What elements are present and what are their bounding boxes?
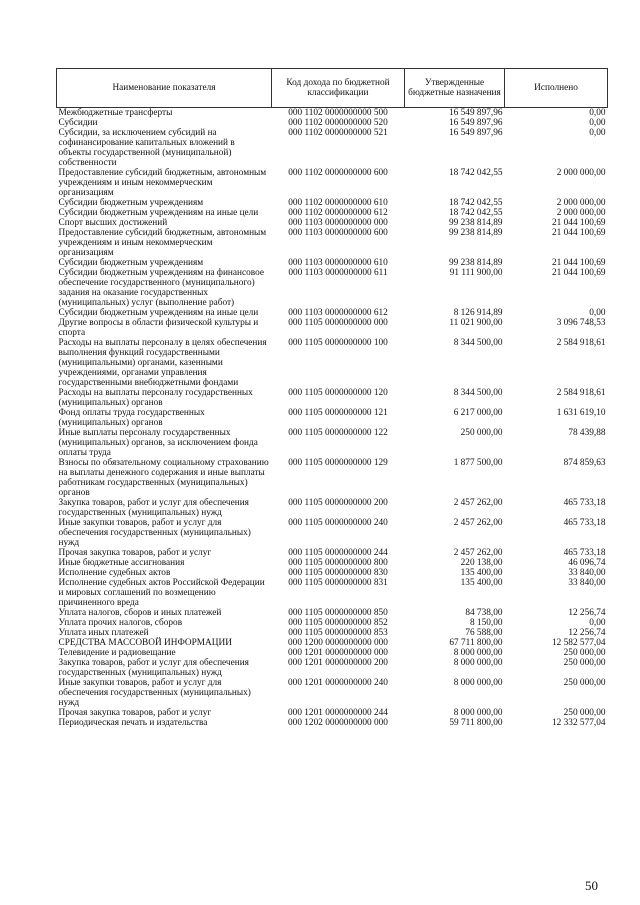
cell-indicator-name: Межбюджетные трансферты: [58, 108, 173, 118]
cell-income-code: 000 1102 0000000000 520: [288, 118, 388, 128]
cell-approved: 2 457 262,00: [453, 498, 503, 508]
cell-income-code: 000 1103 0000000000 000: [288, 218, 388, 228]
cell-income-code: 000 1105 0000000000 000: [288, 318, 388, 328]
cell-approved: 8 000 000,00: [453, 678, 503, 688]
cell-executed: 465 733,18: [563, 498, 606, 508]
cell-executed: 2 000 000,00: [556, 168, 606, 178]
cell-executed: 874 859,63: [563, 458, 606, 468]
cell-indicator-name: Субсидии бюджетным учреждениям: [58, 198, 204, 208]
cell-income-code: 000 1102 0000000000 600: [288, 168, 388, 178]
cell-indicator-name: Предоставление субсидий бюджетным, автономным учреждениям и иным некоммерческим организациям: [58, 168, 267, 198]
cell-income-code: 000 1105 0000000000 100: [288, 338, 388, 348]
table-row: [57, 388, 608, 408]
cell-executed: 465 733,18: [563, 548, 606, 558]
cell-executed: 12 582 577,04: [552, 638, 606, 648]
cell-approved: 8 344 500,00: [453, 338, 503, 348]
cell-executed: 0,00: [589, 618, 606, 628]
cell-executed: 12 256,74: [568, 628, 606, 638]
cell-income-code: 000 1105 0000000000 122: [288, 428, 388, 438]
cell-income-code: 000 1105 0000000000 129: [288, 458, 388, 468]
cell-indicator-name: Предоставление субсидий бюджетным, автономным учреждениям и иным некоммерческим организациям: [58, 228, 267, 258]
cell-indicator-name: Исполнение судебных актов Российской Федерации и мировых соглашений по возмещению причиненного вреда: [58, 578, 265, 608]
table-row: [57, 408, 608, 428]
table-row: [57, 628, 608, 638]
cell-indicator-name: Закупка товаров, работ и услуг для обеспечения государственных (муниципальных) нужд: [58, 498, 249, 518]
cell-indicator-name: Иные бюджетные ассигнования: [58, 558, 185, 568]
cell-indicator-name: Прочая закупка товаров, работ и услуг: [58, 548, 212, 558]
cell-executed: 78 439,88: [568, 428, 606, 438]
cell-executed: 33 840,00: [568, 568, 606, 578]
cell-approved: 91 111 900,00: [449, 268, 503, 278]
table-row: [57, 648, 608, 658]
cell-indicator-name: Субсидии: [58, 118, 98, 128]
cell-executed: 21 044 100,69: [552, 258, 606, 268]
cell-approved: 76 588,00: [465, 628, 503, 638]
cell-income-code: 000 1201 0000000000 244: [288, 708, 388, 718]
header-indicator-name: Наименование показателя: [57, 69, 272, 108]
table-row: [57, 458, 608, 498]
cell-income-code: 000 1102 0000000000 612: [288, 208, 388, 218]
cell-income-code: 000 1105 0000000000 120: [288, 388, 388, 398]
cell-indicator-name: Исполнение судебных актов: [58, 568, 171, 578]
cell-approved: 99 238 814,89: [449, 258, 503, 268]
cell-indicator-name: Расходы на выплаты персоналу в целях обеспечения выполнения функций государственными (муниципальными) органами, казенными учреждениями, органами управления государственными внебюджетными фондами: [58, 338, 267, 388]
cell-indicator-name: Субсидии бюджетным учреждениям: [58, 258, 204, 268]
cell-executed: 0,00: [589, 108, 606, 118]
table-row: [57, 638, 608, 648]
cell-indicator-name: Закупка товаров, работ и услуг для обеспечения государственных (муниципальных) нужд: [58, 658, 249, 678]
cell-executed: 33 840,00: [568, 578, 606, 588]
cell-income-code: 000 1105 0000000000 853: [288, 628, 388, 638]
cell-executed: 21 044 100,69: [552, 228, 606, 238]
cell-indicator-name: Другие вопросы в области физической культуры и спорта: [58, 318, 259, 338]
header-executed: Исполнено: [505, 69, 608, 108]
cell-executed: 465 733,18: [563, 518, 606, 528]
cell-executed: 2 584 918,61: [556, 338, 606, 348]
cell-approved: 6 217 000,00: [453, 408, 503, 418]
table-row: [57, 658, 608, 678]
cell-income-code: 000 1105 0000000000 240: [288, 518, 388, 528]
cell-approved: 135 400,00: [460, 568, 503, 578]
table-row: [57, 228, 608, 258]
cell-executed: 21 044 100,69: [552, 218, 606, 228]
table-row: [57, 168, 608, 198]
table-row: [57, 338, 608, 388]
table-row: [57, 118, 608, 128]
cell-approved: 59 711 800,00: [449, 718, 503, 728]
cell-approved: 84 738,00: [465, 608, 503, 618]
budget-execution-table: [56, 68, 608, 728]
cell-approved: 1 877 500,00: [453, 458, 503, 468]
cell-approved: 16 549 897,96: [449, 108, 503, 118]
cell-income-code: 000 1201 0000000000 000: [288, 648, 388, 658]
table-row: [57, 198, 608, 208]
cell-indicator-name: Взносы по обязательному социальному страхованию на выплаты денежного содержания и иные выплаты работникам государственных (муниципальных) органов: [58, 458, 269, 498]
table-row: [57, 558, 608, 568]
cell-indicator-name: Субсидии бюджетным учреждениям на иные цели: [58, 308, 259, 318]
cell-executed: 1 631 619,10: [556, 408, 606, 418]
table-row: [57, 258, 608, 268]
cell-income-code: 000 1202 0000000000 000: [288, 718, 388, 728]
cell-executed: 0,00: [589, 118, 606, 128]
table-row: [57, 518, 608, 548]
page-number: 50: [585, 878, 598, 893]
cell-indicator-name: Иные закупки товаров, работ и услуг для обеспечения государственных (муниципальных) нужд: [58, 518, 251, 548]
table-row: [57, 568, 608, 578]
cell-executed: 250 000,00: [563, 658, 606, 668]
cell-approved: 18 742 042,55: [449, 198, 503, 208]
table-row: [57, 308, 608, 318]
header-approved: Утвержденные бюджетные назначения: [405, 69, 505, 108]
cell-approved: 2 457 262,00: [453, 518, 503, 528]
cell-approved: 2 457 262,00: [453, 548, 503, 558]
cell-income-code: 000 1102 0000000000 610: [288, 198, 388, 208]
cell-approved: 250 000,00: [460, 428, 503, 438]
table-row: [57, 608, 608, 618]
cell-approved: 18 742 042,55: [449, 168, 503, 178]
cell-executed: 0,00: [589, 128, 606, 138]
cell-income-code: 000 1103 0000000000 611: [288, 268, 388, 278]
header-income-code: Код дохода по бюджетной классификации: [272, 69, 405, 108]
cell-executed: 250 000,00: [563, 678, 606, 688]
cell-executed: 0,00: [589, 308, 606, 318]
cell-approved: 8 126 914,89: [453, 308, 503, 318]
cell-executed: 250 000,00: [563, 708, 606, 718]
cell-approved: 67 711 800,00: [449, 638, 503, 648]
table-header: [57, 69, 608, 108]
cell-executed: 2 000 000,00: [556, 208, 606, 218]
cell-approved: 8 000 000,00: [453, 658, 503, 668]
table-row: [57, 218, 608, 228]
cell-income-code: 000 1105 0000000000 121: [288, 408, 388, 418]
cell-indicator-name: Периодическая печать и издательства: [58, 718, 208, 728]
cell-approved: 8 150,00: [469, 618, 503, 628]
table-row: [57, 548, 608, 558]
cell-approved: 16 549 897,96: [449, 128, 503, 138]
cell-indicator-name: Фонд оплаты труда государственных (муниципальных) органов: [58, 408, 205, 428]
cell-approved: 135 400,00: [460, 578, 503, 588]
cell-approved: 11 021 900,00: [449, 318, 503, 328]
cell-indicator-name: Иные выплаты персоналу государственных (муниципальных) органов, за исключением фонда оплаты труда: [58, 428, 258, 458]
cell-executed: 12 256,74: [568, 608, 606, 618]
cell-indicator-name: Уплата налогов, сборов и иных платежей: [58, 608, 222, 618]
cell-indicator-name: Субсидии бюджетным учреждениям на иные цели: [58, 208, 259, 218]
cell-income-code: 000 1103 0000000000 610: [288, 258, 388, 268]
table-row: [57, 108, 608, 119]
cell-indicator-name: Иные закупки товаров, работ и услуг для обеспечения государственных (муниципальных) нужд: [58, 678, 251, 708]
cell-indicator-name: Субсидии, за исключением субсидий на софинансирование капитальных вложений в объекты государственной (муниципальной) собственности: [58, 128, 235, 168]
cell-approved: 99 238 814,89: [449, 228, 503, 238]
cell-executed: 46 096,74: [568, 558, 606, 568]
cell-executed: 2 000 000,00: [556, 198, 606, 208]
table-row: [57, 128, 608, 168]
table-row: [57, 208, 608, 218]
cell-indicator-name: Уплата иных платежей: [58, 628, 149, 638]
cell-income-code: 000 1200 0000000000 000: [288, 638, 388, 648]
table-row: [57, 718, 608, 728]
cell-indicator-name: Расходы на выплаты персоналу государственных (муниципальных) органов: [58, 388, 253, 408]
cell-approved: 220 138,00: [460, 558, 503, 568]
cell-indicator-name: Уплата прочих налогов, сборов: [58, 618, 183, 628]
cell-executed: 21 044 100,69: [552, 268, 606, 278]
cell-income-code: 000 1201 0000000000 200: [288, 658, 388, 668]
cell-income-code: 000 1201 0000000000 240: [288, 678, 388, 688]
cell-income-code: 000 1102 0000000000 500: [288, 108, 388, 118]
cell-indicator-name: Телевидение и радиовещание: [58, 648, 176, 658]
cell-executed: 2 584 918,61: [556, 388, 606, 398]
cell-executed: 250 000,00: [563, 648, 606, 658]
table-row: [57, 708, 608, 718]
table-body: [57, 108, 608, 729]
cell-income-code: 000 1105 0000000000 831: [288, 578, 388, 588]
table-row: [57, 678, 608, 708]
cell-income-code: 000 1105 0000000000 830: [288, 568, 388, 578]
cell-approved: 8 000 000,00: [453, 648, 503, 658]
cell-indicator-name: Прочая закупка товаров, работ и услуг: [58, 708, 212, 718]
cell-indicator-name: СРЕДСТВА МАССОВОЙ ИНФОРМАЦИИ: [58, 638, 232, 648]
cell-income-code: 000 1105 0000000000 800: [288, 558, 388, 568]
cell-indicator-name: Спорт высших достижений: [58, 218, 168, 228]
cell-approved: 18 742 042,55: [449, 208, 503, 218]
table-row: [57, 578, 608, 608]
cell-approved: 8 344 500,00: [453, 388, 503, 398]
cell-executed: 12 332 577,04: [552, 718, 606, 728]
cell-approved: 16 549 897,96: [449, 118, 503, 128]
table-row: [57, 618, 608, 628]
cell-approved: 99 238 814,89: [449, 218, 503, 228]
cell-executed: 3 096 748,53: [556, 318, 606, 328]
cell-indicator-name: Субсидии бюджетным учреждениям на финансовое обеспечение государственного (муниципального) задания на оказание государственных (муниципальных) услуг (выполнение работ): [58, 268, 264, 308]
cell-income-code: 000 1105 0000000000 852: [288, 618, 388, 628]
table-row: [57, 268, 608, 308]
cell-approved: 8 000 000,00: [453, 708, 503, 718]
cell-income-code: 000 1105 0000000000 200: [288, 498, 388, 508]
table-row: [57, 428, 608, 458]
table-row: [57, 498, 608, 518]
cell-income-code: 000 1103 0000000000 600: [288, 228, 388, 238]
table-row: [57, 318, 608, 338]
cell-income-code: 000 1102 0000000000 521: [288, 128, 388, 138]
cell-income-code: 000 1103 0000000000 612: [288, 308, 388, 318]
cell-income-code: 000 1105 0000000000 850: [288, 608, 388, 618]
cell-income-code: 000 1105 0000000000 244: [288, 548, 388, 558]
